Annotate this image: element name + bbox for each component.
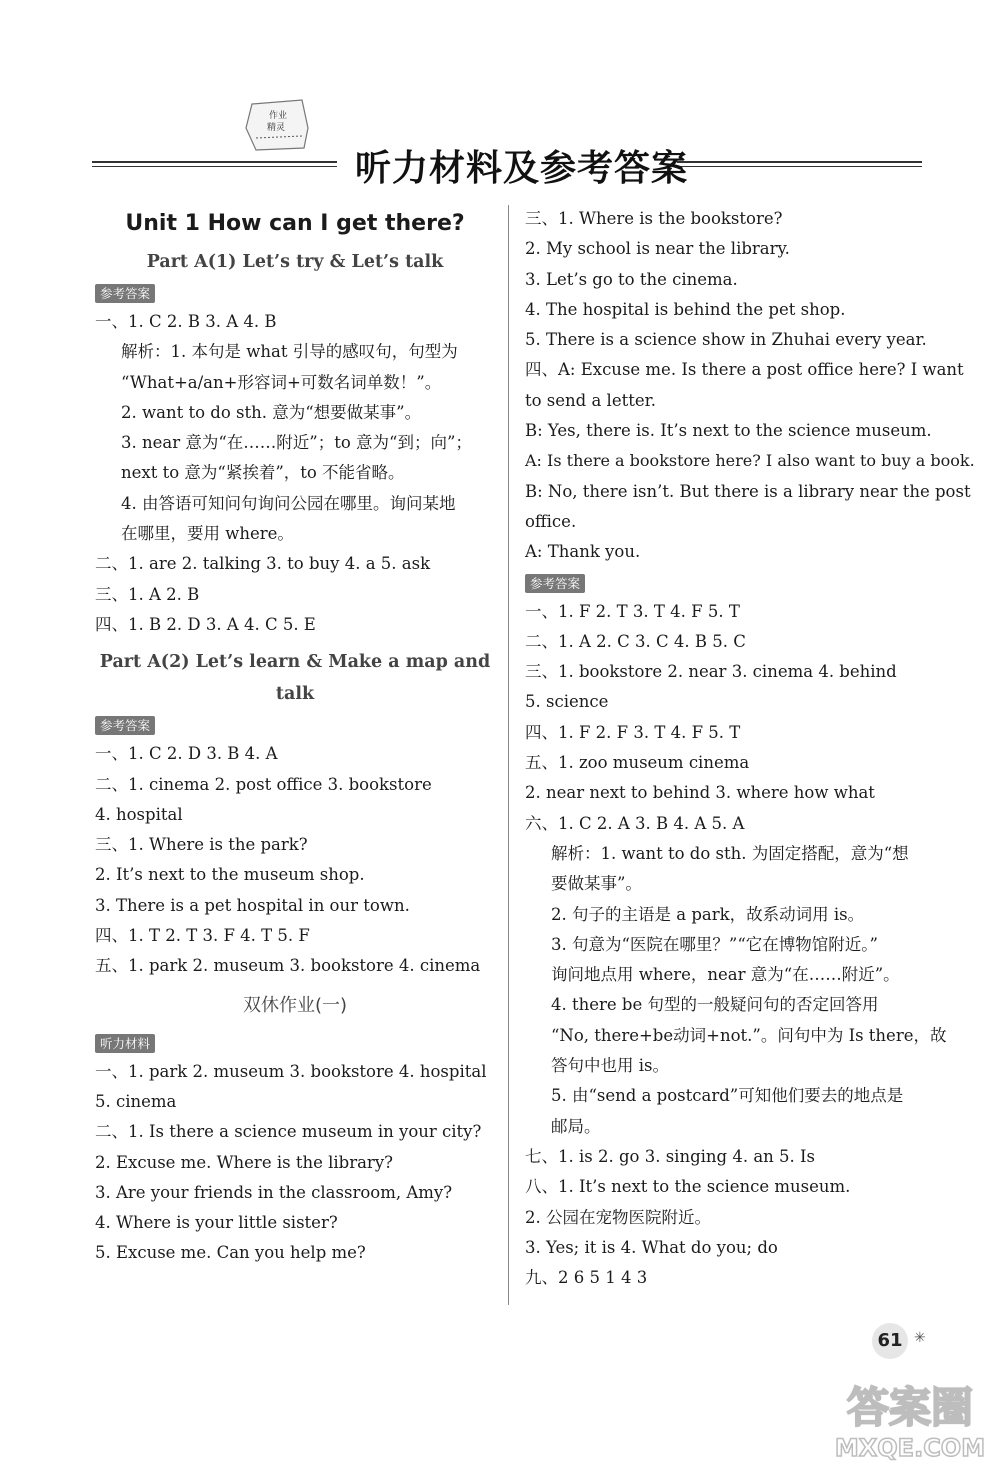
answer-line: “No, there+be动词+not.”。问句中为 Is there，故 — [551, 1025, 947, 1045]
answer-line: 四、A: Excuse me. Is there a post office here? I want — [525, 360, 964, 380]
answer-line: 3. near 意为“在……附近”；to 意为“到；向”； — [121, 433, 472, 453]
answer-line: 二、1. A 2. C 3. C 4. B 5. C — [525, 631, 746, 651]
part-a2-title-cont: talk — [275, 684, 315, 705]
answer-line: 三、1. A 2. B — [95, 584, 200, 604]
watermark-logo — [822, 1372, 997, 1464]
answer-line: 九、2 6 5 1 4 3 — [525, 1268, 648, 1288]
answer-line: B: No, there isn’t. But there is a library near the post — [525, 481, 971, 501]
answer-line: “What+a/an+形容词+可数名词单数！”。 — [121, 372, 442, 392]
weekend-title: 双休作业(一) — [242, 994, 348, 1016]
answer-line: 六、1. C 2. A 3. B 4. A 5. A — [525, 813, 745, 833]
right-column — [525, 204, 975, 1293]
svg-text:MXQE.COM: MXQE.COM — [834, 1434, 986, 1462]
answer-line: A: Is there a bookstore here? I also want to buy a book. — [525, 451, 975, 471]
answer-line: 一、1. F 2. T 3. T 4. F 5. T — [525, 601, 740, 621]
answer-line: 解析：1. 本句是 what 引导的感叹句，句型为 — [121, 342, 458, 362]
part-a1-title: Part A(1) Let’s try & Let’s talk — [146, 252, 444, 272]
answer-line: 要做某事”。 — [551, 874, 642, 894]
answer-line: 邮局。 — [551, 1116, 601, 1136]
answer-line: 2. My school is near the library. — [525, 239, 790, 259]
answer-line: 2. It’s next to the museum shop. — [95, 865, 365, 885]
answer-line: 五、1. zoo museum cinema — [525, 753, 750, 773]
answer-line: 5. science — [525, 692, 609, 712]
unit-title: Unit 1 How can I get there? — [125, 211, 465, 236]
answer-badge: 参考答案 — [95, 716, 155, 735]
svg-text:作业: 作业 — [268, 111, 288, 121]
answer-line: 3. 句意为“医院在哪里？”“它在博物馆附近。” — [551, 934, 878, 954]
star-icon: ✳ — [914, 1330, 926, 1346]
answer-line: to send a letter. — [525, 390, 656, 410]
svg-text:精灵: 精灵 — [266, 123, 286, 133]
answer-line: 2. want to do sth. 意为“想要做某事”。 — [121, 402, 422, 422]
answer-line: 在哪里，要用 where。 — [121, 524, 294, 544]
answer-line: 七、1. is 2. go 3. singing 4. an 5. Is — [525, 1146, 816, 1166]
header-rule-left-thin — [92, 166, 337, 167]
answer-line: 二、1. Is there a science museum in your city? — [95, 1122, 482, 1142]
answer-line: 5. cinema — [95, 1091, 177, 1111]
answer-line: 一、1. park 2. museum 3. bookstore 4. hospital — [95, 1061, 487, 1081]
header-rule-right — [677, 161, 922, 163]
answer-line: 一、1. C 2. D 3. B 4. A — [95, 744, 278, 764]
answer-line: 二、1. cinema 2. post office 3. bookstore — [95, 774, 432, 794]
answer-line: 2. 句子的主语是 a park，故系动词用 is。 — [551, 904, 865, 924]
answer-line: 5. 由“send a postcard”可知他们要去的地点是 — [551, 1086, 904, 1106]
answer-line: 3. Are your friends in the classroom, Amy? — [95, 1182, 453, 1202]
answer-line: 3. Let’s go to the cinema. — [525, 269, 738, 289]
answer-badge: 参考答案 — [95, 284, 155, 303]
answer-badge: 参考答案 — [525, 574, 585, 593]
answer-line: 4. hospital — [95, 804, 183, 824]
answer-line: next to 意为“紧挨着”，to 不能省略。 — [121, 463, 405, 483]
answer-line: 四、1. T 2. T 3. F 4. T 5. F — [95, 926, 310, 946]
answer-line: 5. Excuse me. Can you help me? — [95, 1243, 366, 1263]
answer-line: 四、1. F 2. F 3. T 4. F 5. T — [525, 722, 741, 742]
part-a2-title: Part A(2) Let’s learn & Make a map and — [99, 652, 491, 673]
answer-line: 解析：1. want to do sth. 为固定搭配，意为“想 — [551, 843, 909, 863]
answer-line: 答句中也用 is。 — [551, 1056, 669, 1076]
page-title: 听力材料及参考答案 — [355, 148, 689, 189]
answer-line: 八、1. It’s next to the science museum. — [525, 1177, 851, 1197]
listening-badge: 听力材料 — [95, 1034, 155, 1053]
header-rule-right-thin — [677, 166, 922, 167]
answer-line: 三、1. bookstore 2. near 3. cinema 4. behind — [525, 662, 897, 682]
answer-line: A: Thank you. — [525, 542, 641, 562]
answer-line: 二、1. are 2. talking 3. to buy 4. a 5. ask — [95, 554, 431, 574]
answer-line: 2. 公园在宠物医院附近。 — [525, 1207, 711, 1227]
answer-line: 3. Yes; it is 4. What do you; do — [525, 1237, 778, 1257]
answer-line: 4. Where is your little sister? — [95, 1213, 338, 1233]
answer-line: 4. there be 句型的一般疑问句的否定回答用 — [551, 995, 879, 1015]
answer-line: B: Yes, there is. It’s next to the science museum. — [525, 421, 932, 441]
answer-line: 2. Excuse me. Where is the library? — [95, 1152, 393, 1172]
answer-line: office. — [525, 511, 577, 531]
page-number: 61 — [872, 1323, 908, 1359]
answer-line: 3. There is a pet hospital in our town. — [95, 895, 410, 915]
answer-line: 四、1. B 2. D 3. A 4. C 5. E — [95, 614, 316, 634]
header-rule-left — [92, 161, 337, 163]
answer-line: 三、1. Where is the bookstore? — [525, 209, 783, 228]
column-divider — [508, 205, 509, 1305]
left-column — [95, 200, 495, 1269]
answer-line: 2. near next to behind 3. where how what — [525, 783, 875, 803]
svg-text:答案圈: 答案圈 — [846, 1383, 974, 1432]
answer-line: 4. 由答语可知问句询问公园在哪里。询问某地 — [121, 493, 456, 513]
logo-icon — [242, 98, 312, 154]
answer-line: 一、1. C 2. B 3. A 4. B — [95, 312, 277, 331]
answer-line: 4. The hospital is behind the pet shop. — [525, 299, 846, 319]
answer-line: 5. There is a science show in Zhuhai every year. — [525, 330, 927, 350]
answer-line: 五、1. park 2. museum 3. bookstore 4. cinema — [95, 956, 481, 976]
answer-line: 询问地点用 where，near 意为“在……附近”。 — [551, 965, 900, 985]
answer-line: 三、1. Where is the park? — [95, 835, 308, 855]
